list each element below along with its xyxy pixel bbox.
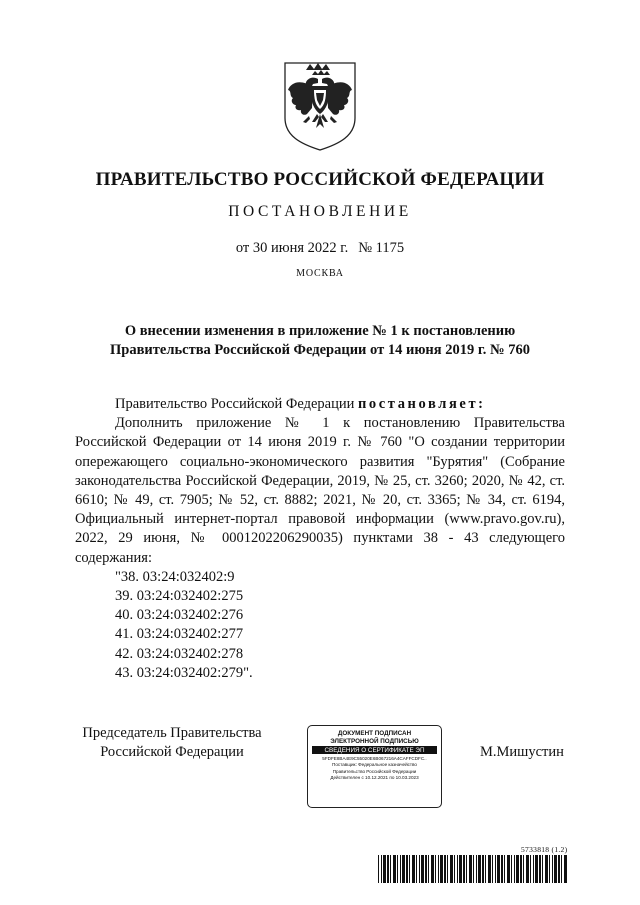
document-body: [75, 395, 565, 683]
list-item: 40. 03:24:032402:276: [115, 607, 244, 624]
list-item: 41. 03:24:032402:277: [115, 626, 244, 643]
list-item: 43. 03:24:032402:279".: [115, 664, 253, 681]
coat-of-arms-emblem: [279, 60, 361, 152]
stamp-owner: Правительство Российской Федерации: [332, 768, 417, 774]
stamp-line-2: ЭЛЕКТРОННОЙ ПОДПИСЬЮ: [330, 737, 419, 745]
stamp-line-1: ДОКУМЕНТ ПОДПИСАН: [337, 730, 412, 737]
list-item: "38. 03:24:032402:9: [115, 568, 235, 585]
title-line-2: Правительства Российской Федерации от 14 июня 2019 г. № 760: [110, 342, 530, 358]
decree-word: постановляет:: [357, 396, 486, 412]
barcode-icon: [378, 855, 568, 883]
document-city: МОСКВА: [296, 268, 344, 279]
stamp-details: [308, 756, 441, 782]
list-item: 39. 03:24:032402:275: [115, 588, 244, 605]
stamp-validity: Действителен с 10.12.2021 по 10.03.2023: [330, 775, 419, 781]
stamp-title: [308, 730, 441, 745]
position-line-2: Российской Федерации: [100, 744, 244, 760]
stamp-certificate-band: СВЕДЕНИЯ О СЕРТИФИКАТЕ ЭП: [312, 746, 437, 754]
document-date-number: [0, 240, 640, 257]
document-number: № 1175: [358, 240, 405, 256]
position-line-1: Председатель Правительства: [82, 725, 262, 741]
signatory-name: М.Мишустин: [480, 744, 564, 760]
preamble: [75, 395, 565, 414]
cadastral-numbers-list: [75, 568, 565, 683]
document-title: [0, 322, 640, 360]
document-date: от 30 июня 2022 г.: [235, 240, 349, 256]
list-item: 42. 03:24:032402:278: [115, 645, 244, 662]
preamble-text: Правительство Российской Федерации: [115, 396, 358, 412]
stamp-serial: 5FDFE8BA4E9C55020E6B067216A4CAFFCDFC..: [322, 756, 427, 761]
signatory-position: [72, 724, 272, 762]
document-code: 5733818 (1.2): [521, 845, 568, 854]
title-line-1: О внесении изменения в приложение № 1 к постановлению: [124, 323, 516, 339]
stamp-issuer: Поставщик: Федеральное казначейство: [332, 762, 417, 768]
main-paragraph: Дополнить приложение № 1 к постановлению Правительства Российской Федерации от 14 июня 2019 г. № 760 "О создании территории опережающего социально-экономического развития "Бурятия" (Собрание законодательства Российской Федерации, 2019, № 25, ст. 3260; 2020, № 42, ст. 6610; № 49, ст. 7905; № 52, ст. 8882; 2021, № 20, ст. 3365; № 34, ст. 6194, Официальный интернет-портал правовой информации (www.pravo.gov.ru), 2022, 29 июня, № 0001202206290035) пунктами 38 - 43 следующего содержания:: [75, 415, 565, 566]
government-name-heading: ПРАВИТЕЛЬСТВО РОССИЙСКОЙ ФЕДЕРАЦИИ: [95, 169, 545, 190]
document-type: ПОСТАНОВЛЕНИЕ: [228, 203, 412, 220]
electronic-signature-stamp: [307, 725, 442, 808]
